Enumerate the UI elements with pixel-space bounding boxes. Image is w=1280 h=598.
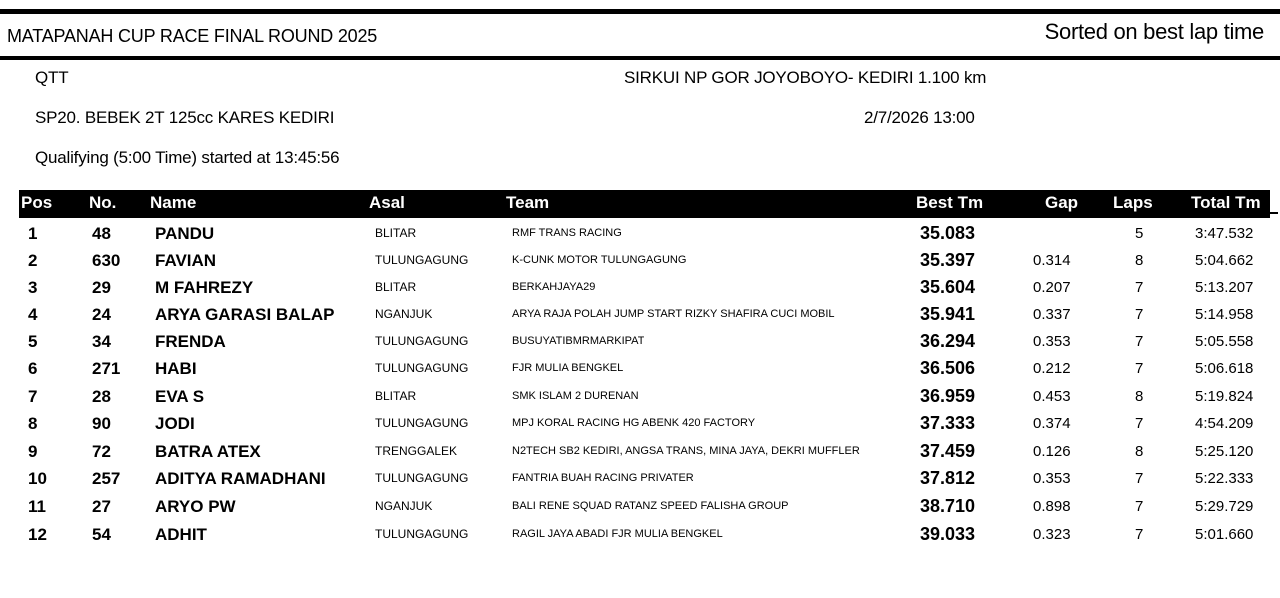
row-pos: 1 bbox=[28, 224, 38, 243]
table-row bbox=[0, 328, 1280, 355]
row-best-time: 36.506 bbox=[920, 358, 976, 378]
table-row bbox=[0, 247, 1280, 274]
column-header-best-time: Best Tm bbox=[916, 193, 984, 212]
row-origin: BLITAR bbox=[375, 389, 417, 403]
row-origin: NGANJUK bbox=[375, 499, 433, 513]
row-origin: BLITAR bbox=[375, 226, 417, 240]
row-gap: 0.453 bbox=[1033, 388, 1071, 405]
row-pos: 5 bbox=[28, 332, 38, 351]
column-header-gap: Gap bbox=[1045, 193, 1079, 212]
row-pos: 4 bbox=[28, 305, 38, 324]
row-team: K-CUNK MOTOR TULUNGAGUNG bbox=[512, 254, 687, 266]
row-number: 257 bbox=[92, 469, 121, 488]
row-best-time: 35.397 bbox=[920, 250, 976, 270]
row-number: 29 bbox=[92, 278, 111, 297]
row-pos: 11 bbox=[28, 497, 46, 516]
row-laps: 7 bbox=[1135, 360, 1144, 377]
row-laps: 8 bbox=[1135, 388, 1144, 405]
row-rider-name: ADHIT bbox=[155, 525, 207, 544]
row-gap: 0.314 bbox=[1033, 252, 1071, 269]
table-header-bar bbox=[19, 190, 1270, 218]
column-header-total-time: Total Tm bbox=[1191, 193, 1261, 212]
row-team: RMF TRANS RACING bbox=[512, 227, 622, 239]
row-laps: 5 bbox=[1135, 225, 1144, 242]
row-best-time: 39.033 bbox=[920, 524, 976, 544]
row-number: 90 bbox=[92, 414, 111, 433]
column-header-laps: Laps bbox=[1113, 193, 1153, 212]
row-laps: 8 bbox=[1135, 443, 1144, 460]
table-header-line bbox=[1270, 212, 1278, 214]
row-rider-name: ARYA GARASI BALAP bbox=[155, 305, 335, 324]
row-number: 24 bbox=[92, 305, 111, 324]
row-number: 28 bbox=[92, 387, 111, 406]
row-origin: TULUNGAGUNG bbox=[375, 334, 469, 348]
row-total-time: 4:54.209 bbox=[1195, 415, 1254, 432]
row-number: 27 bbox=[92, 497, 111, 516]
row-number: 72 bbox=[92, 442, 111, 461]
row-laps: 7 bbox=[1135, 470, 1144, 487]
row-gap: 0.353 bbox=[1033, 333, 1071, 350]
table-row bbox=[0, 383, 1280, 410]
row-gap: 0.212 bbox=[1033, 360, 1071, 377]
row-best-time: 36.959 bbox=[920, 386, 976, 406]
row-rider-name: ARYO PW bbox=[155, 497, 236, 516]
row-rider-name: ADITYA RAMADHANI bbox=[155, 469, 326, 488]
table-row bbox=[0, 301, 1280, 328]
row-total-time: 5:06.618 bbox=[1195, 360, 1254, 377]
row-rider-name: PANDU bbox=[155, 224, 215, 243]
row-team: BALI RENE SQUAD RATANZ SPEED FALISHA GROUP bbox=[512, 500, 789, 512]
row-total-time: 5:25.120 bbox=[1195, 443, 1254, 460]
row-number: 54 bbox=[92, 525, 111, 544]
row-pos: 2 bbox=[28, 251, 38, 270]
row-laps: 7 bbox=[1135, 415, 1144, 432]
table-row bbox=[0, 274, 1280, 301]
row-team: RAGIL JAYA ABADI FJR MULIA BENGKEL bbox=[512, 528, 723, 540]
row-laps: 7 bbox=[1135, 306, 1144, 323]
row-laps: 8 bbox=[1135, 252, 1144, 269]
row-gap: 0.207 bbox=[1033, 279, 1071, 296]
row-rider-name: FRENDA bbox=[155, 332, 226, 351]
row-best-time: 37.459 bbox=[920, 441, 976, 461]
row-laps: 7 bbox=[1135, 498, 1144, 515]
row-total-time: 5:04.662 bbox=[1195, 252, 1254, 269]
column-header-name: Name bbox=[150, 193, 197, 212]
row-total-time: 5:29.729 bbox=[1195, 498, 1254, 515]
row-origin: TULUNGAGUNG bbox=[375, 416, 469, 430]
row-origin: TULUNGAGUNG bbox=[375, 527, 469, 541]
row-origin: NGANJUK bbox=[375, 307, 433, 321]
table-row bbox=[0, 521, 1280, 548]
row-team: FANTRIA BUAH RACING PRIVATER bbox=[512, 472, 694, 484]
event-datetime: 2/7/2026 13:00 bbox=[864, 108, 975, 127]
row-origin: TULUNGAGUNG bbox=[375, 471, 469, 485]
row-pos: 12 bbox=[28, 525, 47, 544]
row-total-time: 5:05.558 bbox=[1195, 333, 1254, 350]
row-pos: 10 bbox=[28, 469, 47, 488]
row-origin: TRENGGALEK bbox=[375, 444, 458, 458]
sort-note: Sorted on best lap time bbox=[1044, 19, 1264, 44]
row-rider-name: JODI bbox=[155, 414, 195, 433]
row-team: BUSUYATIBMRMARKIPAT bbox=[512, 335, 645, 347]
row-origin: TULUNGAGUNG bbox=[375, 253, 469, 267]
row-rider-name: BATRA ATEX bbox=[155, 442, 261, 461]
row-laps: 7 bbox=[1135, 279, 1144, 296]
row-gap: 0.374 bbox=[1033, 415, 1071, 432]
row-number: 34 bbox=[92, 332, 111, 351]
row-gap: 0.126 bbox=[1033, 443, 1071, 460]
row-total-time: 5:13.207 bbox=[1195, 279, 1254, 296]
row-team: BERKAHJAYA29 bbox=[512, 281, 596, 293]
column-header-pos: Pos bbox=[21, 193, 53, 212]
column-header-team: Team bbox=[506, 193, 550, 212]
row-pos: 9 bbox=[28, 442, 38, 461]
row-total-time: 5:14.958 bbox=[1195, 306, 1254, 323]
row-laps: 7 bbox=[1135, 526, 1144, 543]
row-best-time: 35.604 bbox=[920, 277, 976, 297]
table-row bbox=[0, 438, 1280, 465]
row-rider-name: HABI bbox=[155, 359, 197, 378]
table-row bbox=[0, 220, 1280, 247]
row-laps: 7 bbox=[1135, 333, 1144, 350]
row-team: MPJ KORAL RACING HG ABENK 420 FACTORY bbox=[512, 417, 756, 429]
event-title: MATAPANAH CUP RACE FINAL ROUND 2025 bbox=[7, 26, 378, 46]
row-total-time: 5:19.824 bbox=[1195, 388, 1254, 405]
row-best-time: 36.294 bbox=[920, 331, 976, 351]
row-gap: 0.898 bbox=[1033, 498, 1071, 515]
column-header-asal: Asal bbox=[369, 193, 405, 212]
row-best-time: 38.710 bbox=[920, 496, 976, 516]
row-origin: TULUNGAGUNG bbox=[375, 361, 469, 375]
header-rule bbox=[0, 56, 1280, 60]
table-row bbox=[0, 465, 1280, 492]
class-name: SP20. BEBEK 2T 125cc KARES KEDIRI bbox=[35, 108, 335, 127]
row-origin: BLITAR bbox=[375, 280, 417, 294]
row-pos: 7 bbox=[28, 387, 38, 406]
circuit-info: SIRKUI NP GOR JOYOBOYO- KEDIRI 1.100 km bbox=[624, 68, 987, 87]
top-rule bbox=[0, 9, 1280, 14]
row-number: 48 bbox=[92, 224, 111, 243]
row-total-time: 5:01.660 bbox=[1195, 526, 1254, 543]
row-best-time: 35.941 bbox=[920, 304, 976, 324]
row-total-time: 3:47.532 bbox=[1195, 225, 1254, 242]
row-number: 271 bbox=[92, 359, 121, 378]
table-row bbox=[0, 493, 1280, 520]
row-best-time: 37.333 bbox=[920, 413, 976, 433]
table-row bbox=[0, 355, 1280, 382]
row-team: ARYA RAJA POLAH JUMP START RIZKY SHAFIRA CUCI MOBIL bbox=[512, 308, 835, 320]
row-pos: 3 bbox=[28, 278, 38, 297]
qualifying-info: Qualifying (5:00 Time) started at 13:45:56 bbox=[35, 148, 340, 167]
row-gap: 0.323 bbox=[1033, 526, 1071, 543]
row-rider-name: FAVIAN bbox=[155, 251, 217, 270]
column-header-no: No. bbox=[89, 193, 117, 212]
row-rider-name: EVA S bbox=[155, 387, 205, 406]
row-gap: 0.337 bbox=[1033, 306, 1071, 323]
row-total-time: 5:22.333 bbox=[1195, 470, 1254, 487]
table-row bbox=[0, 410, 1280, 437]
row-rider-name: M FAHREZY bbox=[155, 278, 254, 297]
row-number: 630 bbox=[92, 251, 121, 270]
row-gap: 0.353 bbox=[1033, 470, 1071, 487]
row-best-time: 35.083 bbox=[920, 223, 976, 243]
row-team: SMK ISLAM 2 DURENAN bbox=[512, 390, 639, 402]
row-team: N2TECH SB2 KEDIRI, ANGSA TRANS, MINA JAYA, DEKRI MUFFLER bbox=[512, 445, 860, 457]
session-label: QTT bbox=[35, 68, 69, 87]
row-team: FJR MULIA BENGKEL bbox=[512, 362, 624, 374]
row-pos: 6 bbox=[28, 359, 38, 378]
row-pos: 8 bbox=[28, 414, 38, 433]
row-best-time: 37.812 bbox=[920, 468, 976, 488]
